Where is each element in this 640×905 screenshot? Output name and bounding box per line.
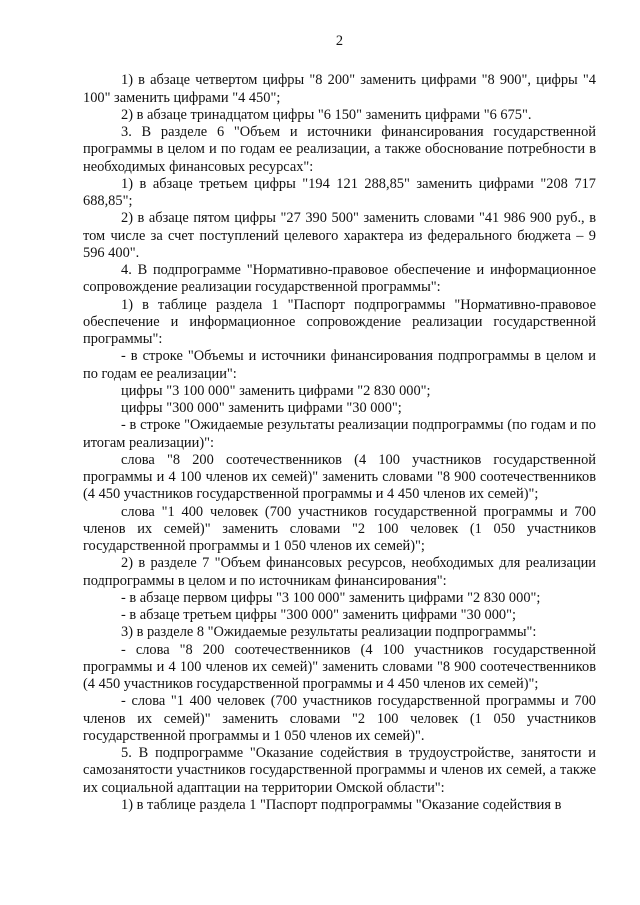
paragraph: - в строке "Ожидаемые результаты реализации подпрограммы (по годам и по итогам реализации)": [83, 417, 596, 451]
paragraph: - в строке "Объемы и источники финансирования подпрограммы в целом и по годам ее реализации": [83, 348, 596, 382]
paragraph: - в абзаце первом цифры "3 100 000" заменить цифрами "2 830 000"; [121, 589, 541, 606]
paragraph: слова "8 200 соотечественников (4 100 участников государственной программы и 4 100 членов их семей)" заменить словами "8 900 соотечественников (4 450 участников государственной программы и 4 450 членов их семей)"; [83, 451, 596, 503]
paragraph: 2) в разделе 7 "Объем финансовых ресурсов, необходимых для реализации подпрограммы в целом и по источникам финансирования": [83, 555, 596, 589]
paragraph: 3. В разделе 6 "Объем и источники финансирования государственной программы в целом и по годам ее реализации, а также обоснование потребности в необходимых финансовых ресурсах": [83, 124, 596, 175]
paragraph: слова "1 400 человек (700 участников государственной программы и 700 членов их семей)" заменить словами "2 100 человек (1 050 участников государственной программы и 1 050 членов их семей)"; [83, 503, 596, 554]
page-number: 2 [335, 33, 344, 49]
paragraph: 1) в таблице раздела 1 "Паспорт подпрограммы "Оказание содействия в [121, 796, 562, 813]
paragraph: 3) в разделе 8 "Ожидаемые результаты реализации подпрограммы": [121, 624, 537, 641]
paragraph: 2) в абзаце пятом цифры "27 390 500" заменить словами "41 986 900 руб., в том числе за счет поступлений целевого характера из федерального бюджета – 9 596 400". [83, 210, 596, 261]
paragraph: 2) в абзаце тринадцатом цифры "6 150" заменить цифрами "6 675". [121, 106, 532, 123]
paragraph: 1) в таблице раздела 1 "Паспорт подпрограммы "Нормативно-правовое обеспечение и информационное сопровождение реализации государственной программы": [83, 296, 596, 347]
paragraph: цифры "3 100 000" заменить цифрами "2 830 000"; [121, 382, 431, 399]
paragraph: 1) в абзаце третьем цифры "194 121 288,85" заменить цифрами "208 717 688,85"; [83, 175, 596, 209]
paragraph: - слова "8 200 соотечественников (4 100 участников государственной программы и 4 100 членов их семей)" заменить словами "8 900 соотечественников (4 450 участников государственной программы и 4 450 членов их семей)"; [83, 641, 596, 692]
paragraph: 1) в абзаце четвертом цифры "8 200" заменить цифрами "8 900", цифры "4 100" заменить цифрами "4 450"; [83, 72, 596, 106]
paragraph: цифры "300 000" заменить цифрами "30 000"; [121, 400, 402, 416]
paragraph: - слова "1 400 человек (700 участников государственной программы и 700 членов их семей)" заменить словами "2 100 человек (1 050 участников государственной программы и 1 050 членов их семей)". [83, 693, 596, 744]
paragraph: 4. В подпрограмме "Нормативно-правовое обеспечение и информационное сопровождение реализации государственной программы": [83, 262, 596, 296]
paragraph: - в абзаце третьем цифры "300 000" заменить цифрами "30 000"; [121, 607, 516, 623]
paragraph: 5. В подпрограмме "Оказание содействия в трудоустройстве, занятости и самозанятости участников государственной программы и членов их семей, а также их социальной адаптации на территории Омской области": [83, 745, 596, 796]
